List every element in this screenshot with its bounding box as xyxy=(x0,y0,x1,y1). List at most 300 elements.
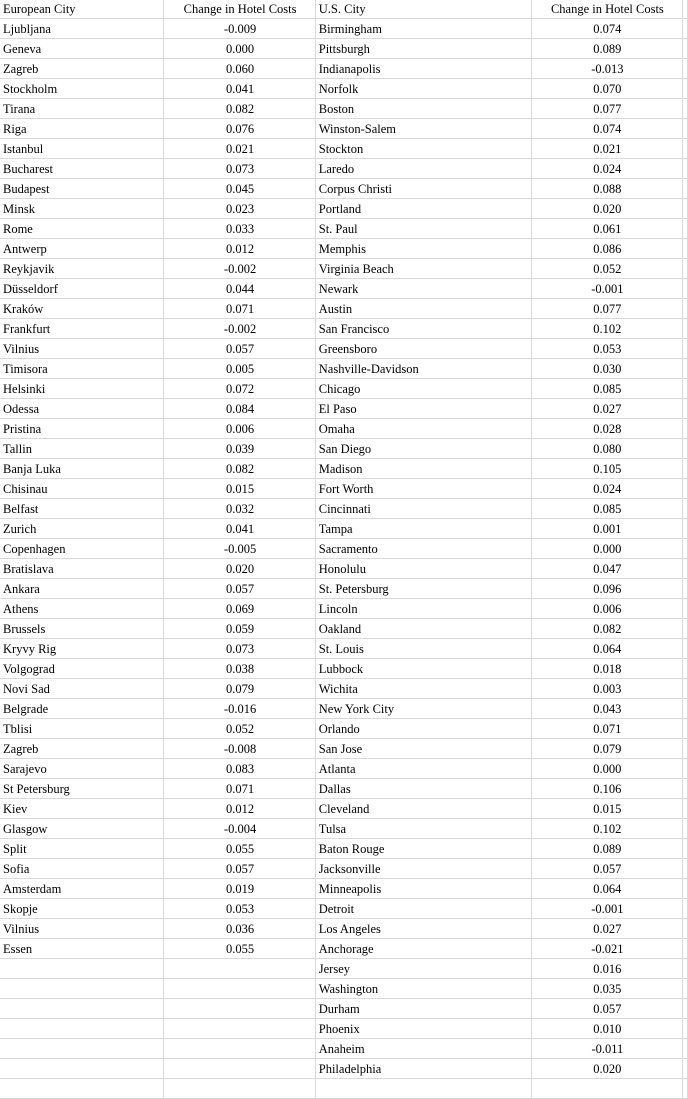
empty-cell[interactable] xyxy=(0,1059,164,1079)
european-city-cell[interactable]: Skopje xyxy=(0,899,164,919)
empty-cell[interactable] xyxy=(683,599,688,619)
european-city-cell[interactable]: Tallin xyxy=(0,439,164,459)
european-change-cell[interactable]: -0.002 xyxy=(164,319,315,339)
table-row xyxy=(0,899,688,919)
empty-cell[interactable] xyxy=(683,1039,688,1059)
european-city-cell[interactable]: Copenhagen xyxy=(0,539,164,559)
us-city-cell[interactable]: Omaha xyxy=(315,419,531,439)
european-city-cell[interactable]: Brussels xyxy=(0,619,164,639)
empty-cell[interactable] xyxy=(683,99,688,119)
european-change-cell[interactable]: 0.057 xyxy=(164,859,315,879)
european-city-cell[interactable]: Düsseldorf xyxy=(0,279,164,299)
us-change-cell[interactable]: 0.086 xyxy=(531,239,682,259)
empty-cell[interactable] xyxy=(683,519,688,539)
european-city-cell[interactable]: Kiev xyxy=(0,799,164,819)
empty-cell[interactable] xyxy=(683,239,688,259)
empty-cell[interactable] xyxy=(683,459,688,479)
european-city-cell[interactable]: Zagreb xyxy=(0,59,164,79)
table-row xyxy=(0,1039,688,1059)
empty-cell[interactable] xyxy=(683,779,688,799)
table-row xyxy=(0,99,688,119)
empty-cell[interactable] xyxy=(683,659,688,679)
us-city-cell[interactable]: Oakland xyxy=(315,619,531,639)
table-row xyxy=(0,759,688,779)
empty-cell[interactable] xyxy=(683,939,688,959)
european-city-cell[interactable]: St Petersburg xyxy=(0,779,164,799)
empty-cell[interactable] xyxy=(683,19,688,39)
us-change-cell[interactable]: 0.016 xyxy=(531,959,682,979)
european-city-cell[interactable]: Ljubljana xyxy=(0,19,164,39)
header-us-change[interactable]: Change in Hotel Costs xyxy=(531,0,682,19)
header-european-change[interactable]: Change in Hotel Costs xyxy=(164,0,315,19)
empty-cell[interactable] xyxy=(683,499,688,519)
us-city-cell[interactable]: Laredo xyxy=(315,159,531,179)
us-change-cell[interactable]: 0.057 xyxy=(531,999,682,1019)
us-city-cell[interactable]: St. Louis xyxy=(315,639,531,659)
european-change-cell[interactable]: 0.057 xyxy=(164,579,315,599)
european-change-cell[interactable]: 0.023 xyxy=(164,199,315,219)
us-change-cell[interactable]: 0.027 xyxy=(531,919,682,939)
european-city-cell[interactable]: Vilnius xyxy=(0,339,164,359)
empty-cell[interactable] xyxy=(0,1039,164,1059)
us-change-cell[interactable]: 0.105 xyxy=(531,459,682,479)
european-change-cell[interactable]: 0.059 xyxy=(164,619,315,639)
european-city-cell[interactable]: Sarajevo xyxy=(0,759,164,779)
us-city-cell[interactable]: Indianapolis xyxy=(315,59,531,79)
european-city-cell[interactable]: Ankara xyxy=(0,579,164,599)
us-change-cell[interactable]: 0.000 xyxy=(531,759,682,779)
us-change-cell[interactable]: 0.052 xyxy=(531,259,682,279)
empty-cell[interactable] xyxy=(683,979,688,999)
european-city-cell[interactable]: Tirana xyxy=(0,99,164,119)
european-city-cell[interactable]: Frankfurt xyxy=(0,319,164,339)
us-change-cell[interactable]: -0.001 xyxy=(531,899,682,919)
european-change-cell[interactable]: 0.038 xyxy=(164,659,315,679)
european-change-cell[interactable]: -0.009 xyxy=(164,19,315,39)
table-row xyxy=(0,439,688,459)
table-row xyxy=(0,339,688,359)
european-change-cell[interactable]: 0.071 xyxy=(164,299,315,319)
us-change-cell[interactable]: 0.018 xyxy=(531,659,682,679)
us-change-cell[interactable]: 0.080 xyxy=(531,439,682,459)
european-change-cell[interactable]: 0.057 xyxy=(164,339,315,359)
european-change-cell[interactable]: 0.055 xyxy=(164,939,315,959)
us-city-cell[interactable]: Tampa xyxy=(315,519,531,539)
empty-cell[interactable] xyxy=(683,859,688,879)
empty-cell[interactable] xyxy=(683,199,688,219)
us-city-cell[interactable]: Washington xyxy=(315,979,531,999)
us-city-cell[interactable]: Minneapolis xyxy=(315,879,531,899)
empty-cell[interactable] xyxy=(683,1059,688,1079)
empty-cell[interactable] xyxy=(683,999,688,1019)
european-city-cell[interactable]: Antwerp xyxy=(0,239,164,259)
us-city-cell[interactable]: Tulsa xyxy=(315,819,531,839)
us-city-cell[interactable]: Baton Rouge xyxy=(315,839,531,859)
european-change-cell[interactable]: -0.016 xyxy=(164,699,315,719)
us-change-cell[interactable]: 0.028 xyxy=(531,419,682,439)
empty-cell[interactable] xyxy=(683,539,688,559)
european-city-cell[interactable]: Riga xyxy=(0,119,164,139)
european-change-cell[interactable]: 0.000 xyxy=(164,39,315,59)
empty-cell[interactable] xyxy=(683,879,688,899)
empty-cell[interactable] xyxy=(683,379,688,399)
empty-cell[interactable] xyxy=(164,999,315,1019)
european-change-cell[interactable]: 0.052 xyxy=(164,719,315,739)
european-change-cell[interactable]: 0.005 xyxy=(164,359,315,379)
us-change-cell[interactable]: 0.085 xyxy=(531,499,682,519)
us-change-cell[interactable]: 0.079 xyxy=(531,739,682,759)
table-row xyxy=(0,739,688,759)
empty-cell[interactable] xyxy=(683,79,688,99)
us-change-cell[interactable]: 0.006 xyxy=(531,599,682,619)
us-change-cell[interactable]: 0.027 xyxy=(531,399,682,419)
european-change-cell[interactable]: -0.004 xyxy=(164,819,315,839)
european-city-cell[interactable]: Volgograd xyxy=(0,659,164,679)
us-change-cell[interactable]: 0.077 xyxy=(531,99,682,119)
table-row xyxy=(0,839,688,859)
european-change-cell[interactable]: 0.073 xyxy=(164,639,315,659)
us-change-cell[interactable]: 0.074 xyxy=(531,119,682,139)
table-row xyxy=(0,399,688,419)
empty-cell[interactable] xyxy=(683,959,688,979)
empty-cell[interactable] xyxy=(683,399,688,419)
european-change-cell[interactable]: 0.053 xyxy=(164,899,315,919)
table-row xyxy=(0,619,688,639)
empty-cell[interactable] xyxy=(683,259,688,279)
empty-cell[interactable] xyxy=(683,579,688,599)
european-change-cell[interactable]: -0.008 xyxy=(164,739,315,759)
european-change-cell[interactable]: 0.079 xyxy=(164,679,315,699)
us-city-cell[interactable]: Cleveland xyxy=(315,799,531,819)
us-city-cell[interactable]: Portland xyxy=(315,199,531,219)
table-row xyxy=(0,699,688,719)
european-city-cell[interactable]: Minsk xyxy=(0,199,164,219)
us-change-cell[interactable]: 0.089 xyxy=(531,839,682,859)
empty-cell[interactable] xyxy=(0,1019,164,1039)
european-change-cell[interactable]: 0.041 xyxy=(164,79,315,99)
us-city-cell[interactable]: Austin xyxy=(315,299,531,319)
table-row xyxy=(0,779,688,799)
table-row xyxy=(0,379,688,399)
us-city-cell[interactable]: Sacramento xyxy=(315,539,531,559)
table-row xyxy=(0,979,688,999)
header-us-city[interactable]: U.S. City xyxy=(315,0,531,19)
empty-cell[interactable] xyxy=(164,1019,315,1039)
empty-cell[interactable] xyxy=(164,1059,315,1079)
empty-cell[interactable] xyxy=(683,319,688,339)
empty-cell[interactable] xyxy=(683,919,688,939)
us-city-cell[interactable]: New York City xyxy=(315,699,531,719)
european-city-cell[interactable]: Zurich xyxy=(0,519,164,539)
us-city-cell[interactable]: Philadelphia xyxy=(315,1059,531,1079)
european-change-cell[interactable]: 0.082 xyxy=(164,459,315,479)
european-city-cell[interactable]: Odessa xyxy=(0,399,164,419)
empty-cell[interactable] xyxy=(164,959,315,979)
european-city-cell[interactable]: Timisora xyxy=(0,359,164,379)
european-city-cell[interactable]: Geneva xyxy=(0,39,164,59)
empty-cell[interactable] xyxy=(683,1019,688,1039)
european-city-cell[interactable]: Istanbul xyxy=(0,139,164,159)
empty-cell[interactable] xyxy=(683,359,688,379)
european-city-cell[interactable]: Kryvy Rig xyxy=(0,639,164,659)
us-change-cell[interactable]: 0.064 xyxy=(531,639,682,659)
us-change-cell[interactable]: 0.021 xyxy=(531,139,682,159)
table-row xyxy=(0,879,688,899)
empty-cell[interactable] xyxy=(683,39,688,59)
us-change-cell[interactable]: -0.011 xyxy=(531,1039,682,1059)
us-city-cell[interactable]: Jersey xyxy=(315,959,531,979)
us-city-cell[interactable]: Jacksonville xyxy=(315,859,531,879)
us-change-cell[interactable]: -0.013 xyxy=(531,59,682,79)
us-change-cell[interactable]: 0.053 xyxy=(531,339,682,359)
us-city-cell[interactable]: Newark xyxy=(315,279,531,299)
us-city-cell[interactable]: Lincoln xyxy=(315,599,531,619)
empty-cell[interactable] xyxy=(683,819,688,839)
us-city-cell[interactable]: Birmingham xyxy=(315,19,531,39)
us-city-cell[interactable]: St. Paul xyxy=(315,219,531,239)
european-city-cell[interactable]: Kraków xyxy=(0,299,164,319)
european-city-cell[interactable]: Bucharest xyxy=(0,159,164,179)
european-change-cell[interactable]: 0.039 xyxy=(164,439,315,459)
european-change-cell[interactable]: 0.084 xyxy=(164,399,315,419)
empty-cell[interactable] xyxy=(683,139,688,159)
us-change-cell[interactable]: 0.003 xyxy=(531,679,682,699)
us-city-cell[interactable]: San Francisco xyxy=(315,319,531,339)
us-city-cell[interactable]: Memphis xyxy=(315,239,531,259)
european-change-cell[interactable]: 0.041 xyxy=(164,519,315,539)
us-change-cell[interactable]: 0.085 xyxy=(531,379,682,399)
table-row xyxy=(0,539,688,559)
european-city-cell[interactable]: Belfast xyxy=(0,499,164,519)
us-city-cell[interactable]: Virginia Beach xyxy=(315,259,531,279)
us-city-cell[interactable]: Chicago xyxy=(315,379,531,399)
european-change-cell[interactable]: 0.012 xyxy=(164,239,315,259)
empty-cell[interactable] xyxy=(683,699,688,719)
us-city-cell[interactable]: Orlando xyxy=(315,719,531,739)
european-city-cell[interactable]: Tblisi xyxy=(0,719,164,739)
us-change-cell[interactable]: 0.057 xyxy=(531,859,682,879)
us-change-cell[interactable]: 0.071 xyxy=(531,719,682,739)
table-row xyxy=(0,219,688,239)
empty-cell[interactable] xyxy=(683,759,688,779)
european-city-cell[interactable]: Belgrade xyxy=(0,699,164,719)
european-city-cell[interactable]: Zagreb xyxy=(0,739,164,759)
european-city-cell[interactable]: Novi Sad xyxy=(0,679,164,699)
empty-cell[interactable] xyxy=(0,959,164,979)
us-city-cell[interactable]: St. Petersburg xyxy=(315,579,531,599)
us-change-cell[interactable]: 0.102 xyxy=(531,819,682,839)
european-city-cell[interactable]: Amsterdam xyxy=(0,879,164,899)
empty-cell[interactable] xyxy=(683,799,688,819)
empty-cell[interactable] xyxy=(683,619,688,639)
empty-cell[interactable] xyxy=(683,159,688,179)
empty-cell[interactable] xyxy=(683,839,688,859)
european-city-cell[interactable]: Vilnius xyxy=(0,919,164,939)
us-change-cell[interactable]: 0.043 xyxy=(531,699,682,719)
us-change-cell[interactable]: 0.010 xyxy=(531,1019,682,1039)
european-city-cell[interactable]: Helsinki xyxy=(0,379,164,399)
table-row xyxy=(0,919,688,939)
us-change-cell[interactable]: 0.088 xyxy=(531,179,682,199)
empty-cell[interactable] xyxy=(683,419,688,439)
empty-cell[interactable] xyxy=(683,59,688,79)
european-city-cell[interactable]: Essen xyxy=(0,939,164,959)
us-change-cell[interactable]: 0.106 xyxy=(531,779,682,799)
empty-cell[interactable] xyxy=(683,299,688,319)
european-change-cell[interactable]: -0.002 xyxy=(164,259,315,279)
empty-cell[interactable] xyxy=(683,0,688,19)
european-city-cell[interactable]: Stockholm xyxy=(0,79,164,99)
header-european-city[interactable]: European City xyxy=(0,0,164,19)
us-city-cell[interactable]: Pittsburgh xyxy=(315,39,531,59)
us-city-cell[interactable]: Corpus Christi xyxy=(315,179,531,199)
european-city-cell[interactable]: Chisinau xyxy=(0,479,164,499)
european-change-cell[interactable]: -0.005 xyxy=(164,539,315,559)
us-change-cell[interactable]: 0.082 xyxy=(531,619,682,639)
table-row xyxy=(0,199,688,219)
european-change-cell[interactable]: 0.032 xyxy=(164,499,315,519)
us-city-cell[interactable]: Fort Worth xyxy=(315,479,531,499)
table-row xyxy=(0,959,688,979)
us-city-cell[interactable]: Anaheim xyxy=(315,1039,531,1059)
empty-cell[interactable] xyxy=(683,679,688,699)
european-city-cell[interactable]: Sofia xyxy=(0,859,164,879)
us-city-cell[interactable]: San Diego xyxy=(315,439,531,459)
us-city-cell[interactable]: Detroit xyxy=(315,899,531,919)
us-city-cell[interactable]: Lubbock xyxy=(315,659,531,679)
us-city-cell[interactable]: Durham xyxy=(315,999,531,1019)
european-change-cell[interactable]: 0.076 xyxy=(164,119,315,139)
us-city-cell[interactable]: Cincinnati xyxy=(315,499,531,519)
european-change-cell[interactable]: 0.060 xyxy=(164,59,315,79)
us-change-cell[interactable]: 0.064 xyxy=(531,879,682,899)
empty-cell[interactable] xyxy=(683,119,688,139)
european-city-cell[interactable]: Banja Luka xyxy=(0,459,164,479)
european-change-cell[interactable]: 0.069 xyxy=(164,599,315,619)
empty-cell[interactable] xyxy=(683,719,688,739)
us-change-cell[interactable]: 0.102 xyxy=(531,319,682,339)
empty-cell[interactable] xyxy=(0,979,164,999)
table-row xyxy=(0,359,688,379)
us-city-cell[interactable]: Wichita xyxy=(315,679,531,699)
empty-cell[interactable] xyxy=(683,279,688,299)
european-change-cell[interactable]: 0.072 xyxy=(164,379,315,399)
european-city-cell[interactable]: Pristina xyxy=(0,419,164,439)
european-change-cell[interactable]: 0.012 xyxy=(164,799,315,819)
empty-cell[interactable] xyxy=(683,899,688,919)
us-change-cell[interactable]: 0.061 xyxy=(531,219,682,239)
empty-cell[interactable] xyxy=(164,1039,315,1059)
us-city-cell[interactable]: Dallas xyxy=(315,779,531,799)
us-change-cell[interactable]: 0.030 xyxy=(531,359,682,379)
empty-cell[interactable] xyxy=(164,979,315,999)
european-change-cell[interactable]: 0.036 xyxy=(164,919,315,939)
us-city-cell[interactable]: Greensboro xyxy=(315,339,531,359)
european-change-cell[interactable]: 0.021 xyxy=(164,139,315,159)
empty-cell[interactable] xyxy=(683,179,688,199)
table-row xyxy=(0,119,688,139)
us-city-cell[interactable]: Winston-Salem xyxy=(315,119,531,139)
european-city-cell[interactable]: Bratislava xyxy=(0,559,164,579)
us-city-cell[interactable]: San Jose xyxy=(315,739,531,759)
us-city-cell[interactable]: Nashville-Davidson xyxy=(315,359,531,379)
european-change-cell[interactable]: 0.055 xyxy=(164,839,315,859)
european-city-cell[interactable]: Rome xyxy=(0,219,164,239)
us-change-cell[interactable]: 0.015 xyxy=(531,799,682,819)
us-city-cell[interactable]: Honolulu xyxy=(315,559,531,579)
empty-cell[interactable] xyxy=(683,479,688,499)
table-row xyxy=(0,559,688,579)
us-city-cell[interactable]: Atlanta xyxy=(315,759,531,779)
empty-cell[interactable] xyxy=(683,219,688,239)
european-change-cell[interactable]: 0.033 xyxy=(164,219,315,239)
european-city-cell[interactable]: Split xyxy=(0,839,164,859)
european-change-cell[interactable]: 0.020 xyxy=(164,559,315,579)
us-change-cell[interactable]: 0.096 xyxy=(531,579,682,599)
empty-cell[interactable] xyxy=(0,999,164,1019)
european-change-cell[interactable]: 0.045 xyxy=(164,179,315,199)
us-change-cell[interactable]: 0.047 xyxy=(531,559,682,579)
us-change-cell[interactable]: 0.001 xyxy=(531,519,682,539)
us-change-cell[interactable]: 0.074 xyxy=(531,19,682,39)
us-change-cell[interactable]: 0.035 xyxy=(531,979,682,999)
european-change-cell[interactable]: 0.006 xyxy=(164,419,315,439)
table-row xyxy=(0,239,688,259)
us-change-cell[interactable]: -0.001 xyxy=(531,279,682,299)
table-row xyxy=(0,999,688,1019)
european-city-cell[interactable]: Athens xyxy=(0,599,164,619)
us-city-cell[interactable]: Phoenix xyxy=(315,1019,531,1039)
us-change-cell[interactable]: 0.024 xyxy=(531,159,682,179)
european-change-cell[interactable]: 0.044 xyxy=(164,279,315,299)
us-city-cell[interactable]: Stockton xyxy=(315,139,531,159)
european-city-cell[interactable]: Reykjavik xyxy=(0,259,164,279)
empty-cell[interactable] xyxy=(683,639,688,659)
us-change-cell[interactable]: 0.020 xyxy=(531,199,682,219)
empty-cell[interactable] xyxy=(683,739,688,759)
us-change-cell[interactable]: 0.089 xyxy=(531,39,682,59)
european-change-cell[interactable]: 0.083 xyxy=(164,759,315,779)
european-city-cell[interactable]: Budapest xyxy=(0,179,164,199)
european-change-cell[interactable]: 0.073 xyxy=(164,159,315,179)
european-change-cell[interactable]: 0.082 xyxy=(164,99,315,119)
us-change-cell[interactable]: 0.070 xyxy=(531,79,682,99)
us-change-cell[interactable]: 0.077 xyxy=(531,299,682,319)
us-city-cell[interactable]: Anchorage xyxy=(315,939,531,959)
table-row xyxy=(0,59,688,79)
us-city-cell[interactable]: Los Angeles xyxy=(315,919,531,939)
empty-cell[interactable] xyxy=(683,339,688,359)
european-change-cell[interactable]: 0.071 xyxy=(164,779,315,799)
empty-cell[interactable] xyxy=(683,439,688,459)
us-city-cell[interactable]: Norfolk xyxy=(315,79,531,99)
empty-cell[interactable] xyxy=(683,559,688,579)
table-row xyxy=(0,799,688,819)
us-city-cell[interactable]: Madison xyxy=(315,459,531,479)
table-row xyxy=(0,859,688,879)
european-city-cell[interactable]: Glasgow xyxy=(0,819,164,839)
us-change-cell[interactable]: 0.000 xyxy=(531,539,682,559)
us-change-cell[interactable]: 0.020 xyxy=(531,1059,682,1079)
us-city-cell[interactable]: Boston xyxy=(315,99,531,119)
european-change-cell[interactable]: 0.019 xyxy=(164,879,315,899)
table-row xyxy=(0,599,688,619)
us-change-cell[interactable]: 0.024 xyxy=(531,479,682,499)
table-row xyxy=(0,299,688,319)
us-change-cell[interactable]: -0.021 xyxy=(531,939,682,959)
european-change-cell[interactable]: 0.015 xyxy=(164,479,315,499)
us-city-cell[interactable]: El Paso xyxy=(315,399,531,419)
